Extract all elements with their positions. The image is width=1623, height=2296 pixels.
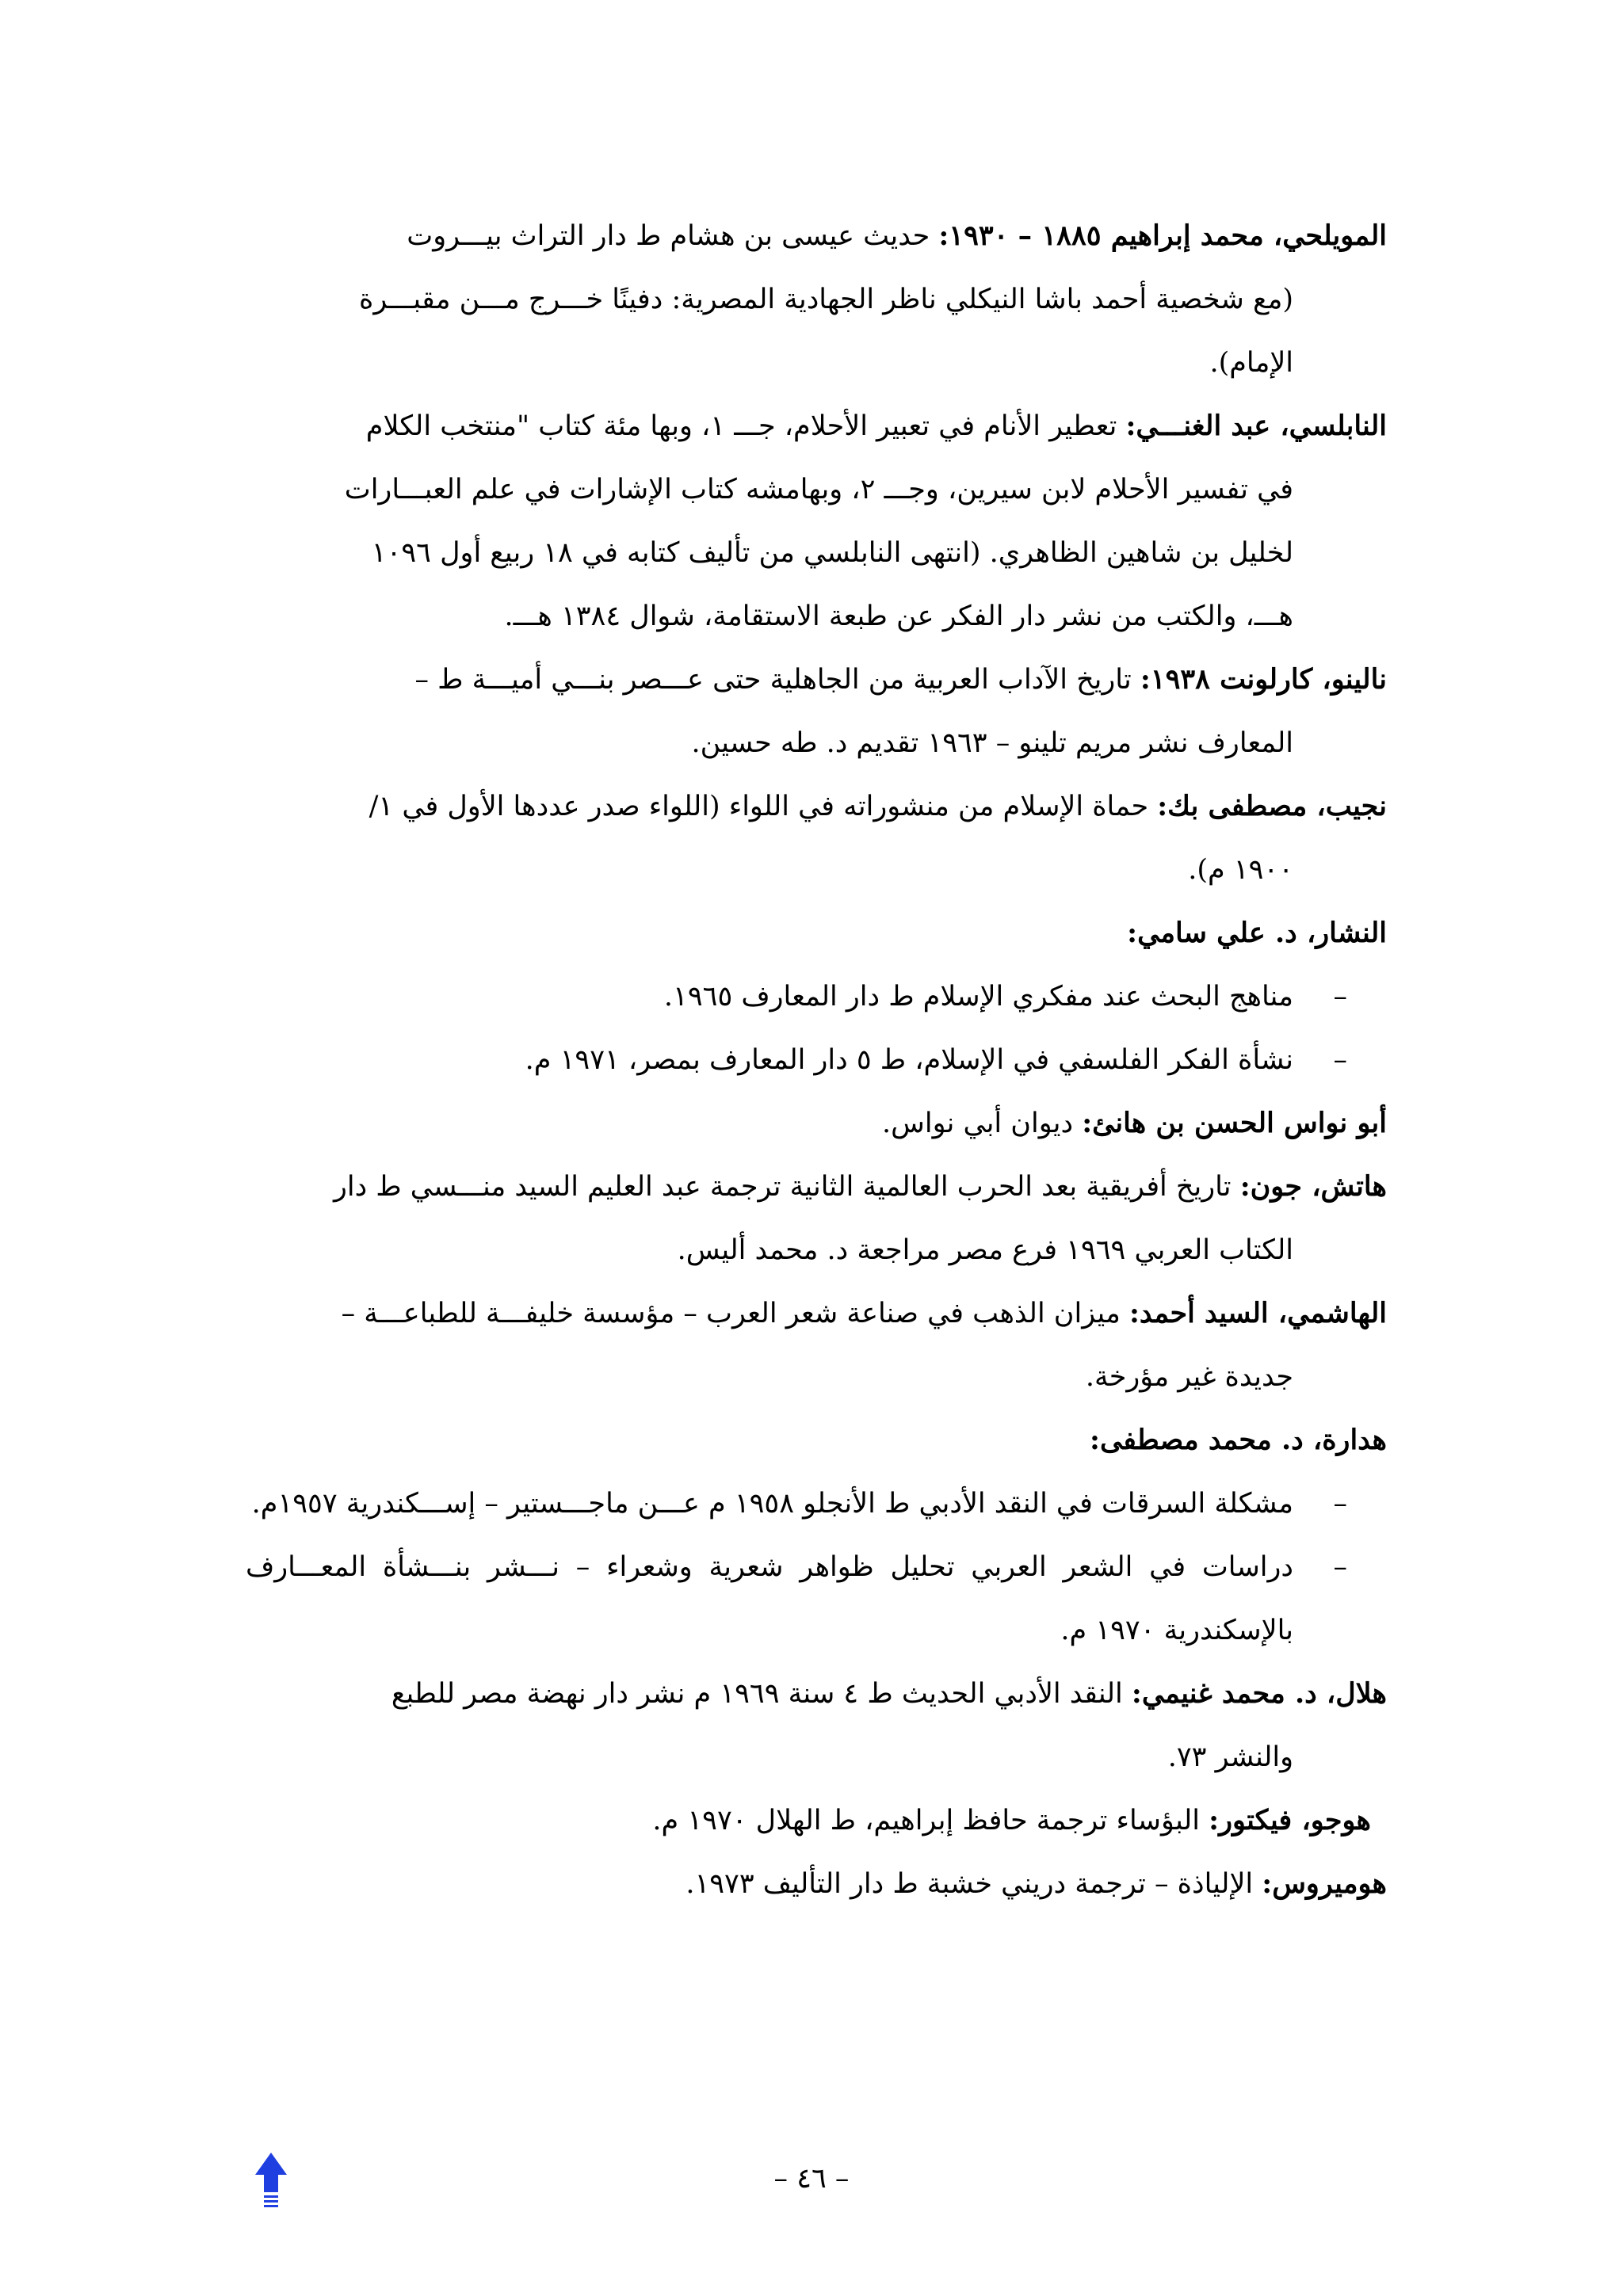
bullet-continuation: بالإسكندرية ١٩٧٠ م. <box>1060 1615 1293 1646</box>
page-number: – ٤٦ – <box>773 2163 850 2195</box>
entry-continuation: هـــ، والكتب من نشر دار الفكر عن طبعة الاستقامة، شوال ١٣٨٤ هـــ. <box>504 601 1293 632</box>
author-name: النابلسي، عبد الغنـــي: <box>1125 410 1387 442</box>
entry-continuation: المعارف نشر مريم تلينو – ١٩٦٣ تقديم د. طه حسين. <box>691 727 1293 759</box>
author-heading: النشار، د. علي سامي: <box>1127 917 1387 949</box>
entry-continuation: (مع شخصية أحمد باشا النيكلي ناظر الجهادية المصرية: دفينًا خـــرج مـــن مقبـــرة <box>359 284 1293 315</box>
bibliography <box>246 204 1387 1916</box>
entry-text: البؤساء ترجمة حافظ إبراهيم، ط الهلال ١٩٧٠ م. <box>652 1805 1209 1836</box>
entry-text: تعطير الأنام في تعبير الأحلام، جـــ ١، وبها مئة كتاب "منتخب الكلام <box>365 410 1126 442</box>
author-name: نجيب، مصطفى بك: <box>1157 790 1387 822</box>
bib-entry <box>246 1662 1387 1789</box>
bib-entry <box>246 395 1387 648</box>
entry-continuation: لخليل بن شاهين الظاهري. (انتهى النابلسي من تأليف كتابه في ١٨ ربيع أول ١٠٩٦ <box>371 537 1293 569</box>
bullet-item <box>246 1535 1387 1662</box>
bib-entry <box>246 1282 1387 1409</box>
entry-continuation: في تفسير الأحلام لابن سيرين، وجـــ ٢، وبهامشه كتاب الإشارات في علم العبـــارات <box>344 474 1293 505</box>
bib-entry <box>246 1155 1387 1282</box>
author-name: أبو نواس الحسن بن هانئ: <box>1082 1107 1387 1139</box>
bullet-line: دراسات في الشعر العربي تحليل ظواهر شعرية وشعراء – نـــشر بنـــشأة المعـــارف <box>246 1551 1293 1583</box>
bullet-item: – مناهج البحث عند مفكري الإسلام ط دار المعارف ١٩٦٥. <box>246 965 1387 1028</box>
author-name: هوجو، فيكتور: <box>1209 1804 1371 1836</box>
entry-text: الإلياذة – ترجمة دريني خشبة ط دار التأليف ١٩٧٣. <box>685 1868 1262 1900</box>
author-name: الهاشمي، السيد أحمد: <box>1128 1297 1387 1329</box>
entry-continuation: الكتاب العربي ١٩٦٩ فرع مصر مراجعة د. محمد أليس. <box>677 1234 1293 1266</box>
entry-text: تاريخ أفريقية بعد الحرب العالمية الثانية ترجمة عبد العليم السيد منـــسي ط دار <box>333 1171 1240 1203</box>
entry-text: تاريخ الآداب العربية من الجاهلية حتى عـــصر بنـــي أميـــة ط – <box>414 664 1140 696</box>
entry-text: حديث عيسى بن هشام ط دار التراث بيـــروت <box>407 220 939 252</box>
bullet-continuation: ١٩٥٧م. <box>251 1488 338 1520</box>
entry-continuation: الإمام). <box>1209 347 1293 379</box>
entry-continuation: جديدة غير مؤرخة. <box>1085 1361 1293 1393</box>
bullet-line: مشكلة السرقات في النقد الأدبي ط الأنجلو ١٩٥٨ م عـــن ماجـــستير – إســـكندرية <box>346 1488 1293 1520</box>
bullet-item: – نشأة الفكر الفلسفي في الإسلام، ط ٥ دار المعارف بمصر، ١٩٧١ م. <box>246 1028 1387 1092</box>
entry-text: حماة الإسلام من منشوراته في اللواء (اللواء صدر عددها الأول في ١/ <box>369 791 1158 822</box>
bib-entry <box>246 648 1387 775</box>
author-name: هلال، د. محمد غنيمي: <box>1131 1677 1387 1710</box>
author-name: المويلحي، محمد إبراهيم ١٨٨٥ – ١٩٣٠: <box>938 219 1387 252</box>
entry-text: النقد الأدبي الحديث ط ٤ سنة ١٩٦٩ م نشر دار نهضة مصر للطبع <box>391 1678 1132 1710</box>
entry-continuation: والنشر ٧٣. <box>1167 1741 1293 1773</box>
entry-text: ديوان أبي نواس. <box>882 1108 1083 1139</box>
bib-entry <box>246 204 1387 395</box>
bullet-item <box>246 1472 1387 1535</box>
author-heading: هدارة، د. محمد مصطفى: <box>1090 1424 1387 1456</box>
bib-entry <box>246 1092 1387 1155</box>
author-name: هاتش، جون: <box>1239 1170 1387 1203</box>
up-arrow-icon[interactable] <box>254 2151 288 2213</box>
author-name: هوميروس: <box>1262 1867 1387 1900</box>
bib-entry <box>246 1789 1387 1852</box>
bib-entry <box>246 1852 1387 1916</box>
author-name: نالينو، كارلونت ١٩٣٨: <box>1140 663 1387 696</box>
bib-entry <box>246 775 1387 902</box>
entry-continuation: ١٩٠٠ م). <box>1188 854 1293 886</box>
entry-text: ميزان الذهب في صناعة شعر العرب – مؤسسة خليفـــة للطباعـــة – <box>341 1298 1129 1329</box>
